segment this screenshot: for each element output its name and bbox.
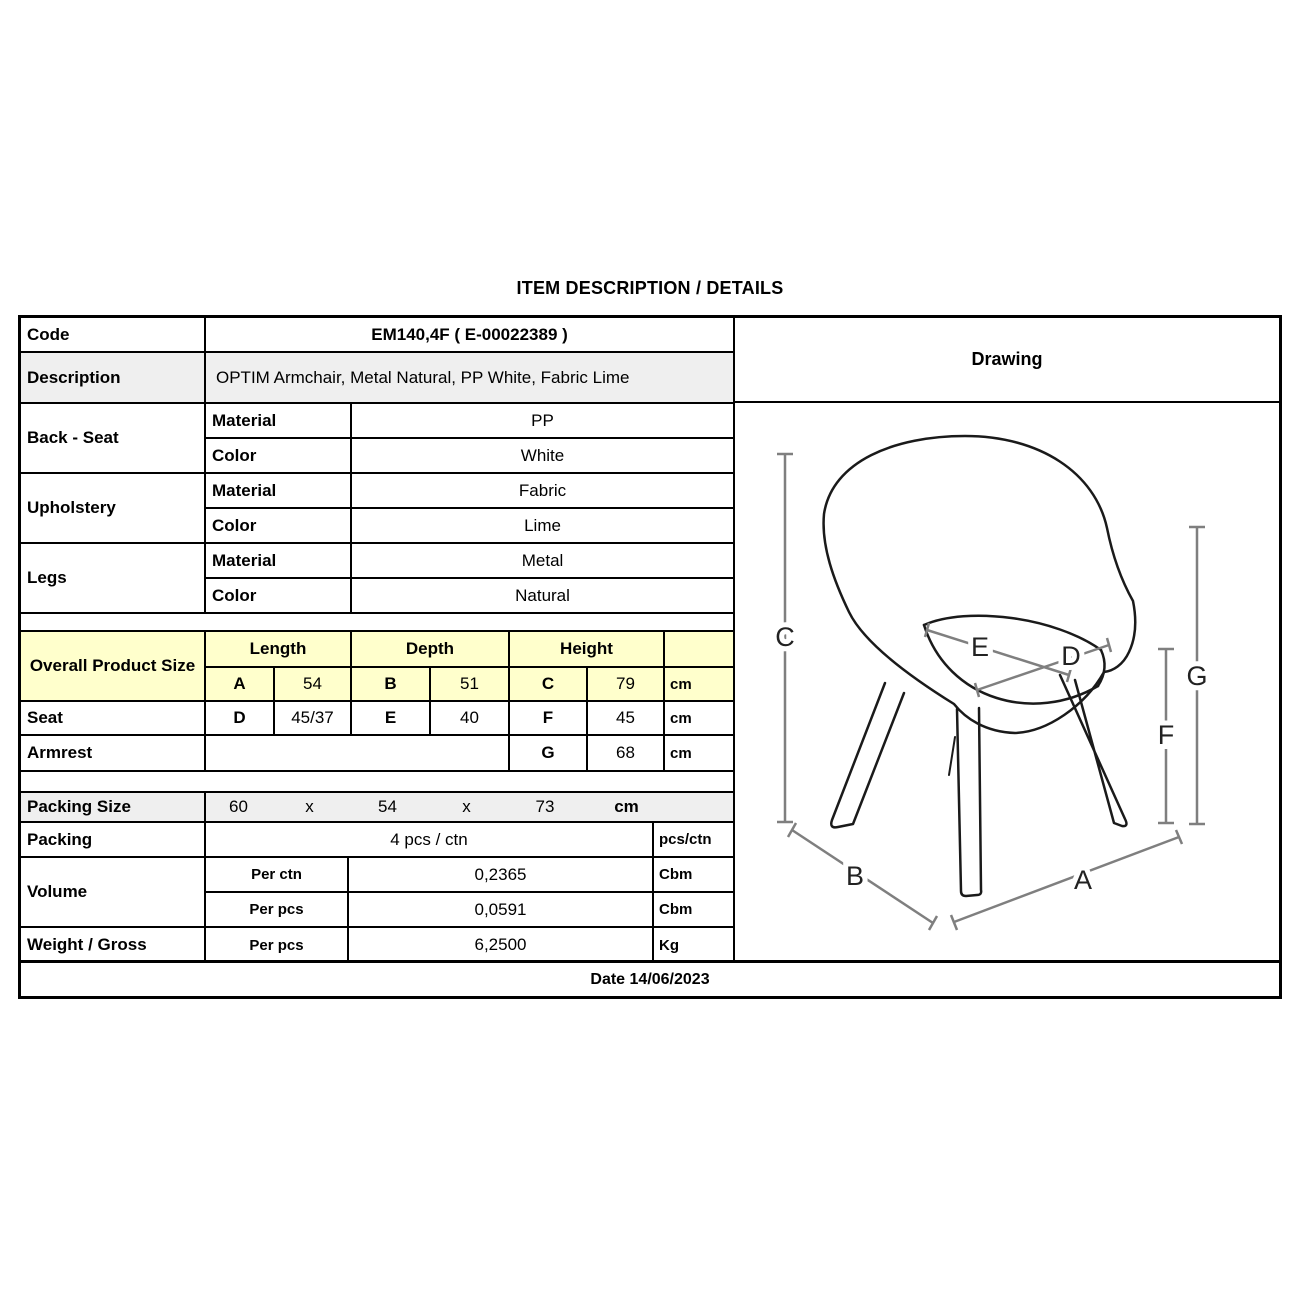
back-seat-label: Back - Seat	[21, 403, 205, 473]
dim-label-d: D	[1061, 641, 1081, 671]
date-row	[21, 960, 1279, 996]
dimension-labels	[775, 622, 1207, 895]
chair-leg-back-right	[1060, 675, 1126, 826]
description-label: Description	[21, 352, 205, 403]
unit-header-empty	[664, 631, 733, 667]
weight-per: Per pcs	[205, 927, 348, 962]
size-header-row	[21, 631, 733, 667]
seat-unit: cm	[664, 701, 733, 735]
armrest-size-row	[21, 735, 733, 771]
item-info-table	[21, 318, 733, 772]
weight-value: 6,2500	[348, 927, 653, 962]
dim-label-e: E	[970, 632, 990, 662]
dim-b-value: 51	[430, 667, 509, 701]
seat-label: Seat	[21, 701, 205, 735]
dim-d-letter: D	[205, 701, 274, 735]
dim-label-g: G	[1186, 661, 1208, 691]
volume-label: Volume	[21, 857, 205, 927]
volume-ctn-row	[21, 857, 733, 892]
armrest-unit: cm	[664, 735, 733, 771]
legs-material-value: Metal	[351, 543, 733, 578]
legs-material-row	[21, 543, 733, 578]
description-value: OPTIM Armchair, Metal Natural, PP White, Fabric Lime	[205, 352, 733, 403]
chair-leg-hidden	[949, 737, 955, 775]
description-row	[21, 352, 733, 403]
dim-g-letter: G	[509, 735, 587, 771]
spacer-row	[21, 613, 733, 631]
packing-row	[21, 822, 733, 857]
volume-pcs-per: Per pcs	[205, 892, 348, 927]
back-seat-material-value: PP	[351, 403, 733, 438]
dim-line-a	[951, 830, 1182, 930]
packing-size-h: 73	[535, 797, 555, 816]
volume-pcs-unit: Cbm	[653, 892, 733, 927]
material-label: Material	[205, 473, 351, 508]
color-label: Color	[205, 578, 351, 613]
volume-pcs-value: 0,0591	[348, 892, 653, 927]
volume-ctn-per: Per ctn	[205, 857, 348, 892]
color-label: Color	[205, 438, 351, 473]
material-label: Material	[205, 543, 351, 578]
packing-table	[21, 772, 733, 962]
armrest-empty	[205, 735, 509, 771]
dim-a-letter: A	[205, 667, 274, 701]
overall-size-label: Overall Product Size	[21, 631, 205, 701]
dim-e-value: 40	[430, 701, 509, 735]
chair-leg-front-left	[831, 683, 904, 827]
dim-b-letter: B	[351, 667, 430, 701]
spec-table	[21, 318, 733, 960]
dim-label-a: A	[1073, 865, 1093, 895]
dim-line-d	[975, 638, 1111, 697]
drawing-area	[735, 403, 1279, 960]
weight-row	[21, 927, 733, 962]
overall-unit: cm	[664, 667, 733, 701]
upholstery-material-row	[21, 473, 733, 508]
packing-unit: pcs/ctn	[653, 822, 733, 857]
chair-outline	[824, 436, 1136, 896]
packing-size-w: 54	[378, 797, 397, 816]
volume-ctn-unit: Cbm	[653, 857, 733, 892]
packing-size-label: Packing Size	[21, 792, 205, 822]
length-header: Length	[205, 631, 351, 667]
drawing-header: Drawing	[735, 318, 1279, 403]
back-seat-color-value: White	[351, 438, 733, 473]
dim-c-value: 79	[587, 667, 664, 701]
legs-color-value: Natural	[351, 578, 733, 613]
packing-value: 4 pcs / ctn	[205, 822, 653, 857]
drawing-panel	[733, 318, 1279, 960]
packing-label: Packing	[21, 822, 205, 857]
upholstery-color-value: Lime	[351, 508, 733, 543]
dim-f-letter: F	[509, 701, 587, 735]
seat-size-row	[21, 701, 733, 735]
date-text: Date 14/06/2023	[590, 970, 710, 988]
legs-label: Legs	[21, 543, 205, 613]
packing-size-x2: x	[462, 797, 471, 816]
depth-header: Depth	[351, 631, 509, 667]
material-label: Material	[205, 403, 351, 438]
height-header: Height	[509, 631, 664, 667]
weight-unit: Kg	[653, 927, 733, 962]
page-title: ITEM DESCRIPTION / DETAILS	[516, 278, 784, 298]
dim-e-letter: E	[351, 701, 430, 735]
color-label: Color	[205, 508, 351, 543]
armrest-label: Armrest	[21, 735, 205, 771]
packing-size-l: 60	[229, 797, 248, 816]
upholstery-label: Upholstery	[21, 473, 205, 543]
code-label: Code	[21, 318, 205, 352]
back-seat-material-row	[21, 403, 733, 438]
code-value: EM140,4F ( E-00022389 )	[205, 318, 733, 352]
packing-size-x1: x	[305, 797, 314, 816]
spacer-row	[21, 772, 733, 792]
dim-label-f: F	[1157, 720, 1175, 750]
chair-leg-front-center	[957, 708, 981, 896]
dim-g-value: 68	[587, 735, 664, 771]
weight-label: Weight / Gross	[21, 927, 205, 962]
volume-ctn-value: 0,2365	[348, 857, 653, 892]
spec-table-frame	[18, 315, 1282, 999]
dim-c-letter: C	[509, 667, 587, 701]
packing-size-unit: cm	[614, 797, 639, 816]
chair-drawing	[735, 403, 1279, 960]
dim-a-value: 54	[274, 667, 351, 701]
packing-size-row	[21, 792, 733, 822]
upholstery-material-value: Fabric	[351, 473, 733, 508]
packing-size-values	[205, 792, 733, 822]
dim-label-b: B	[845, 861, 865, 891]
code-row	[21, 318, 733, 352]
dim-d-value: 45/37	[274, 701, 351, 735]
dim-label-c: C	[775, 622, 795, 652]
dim-line-e	[925, 623, 1071, 682]
dim-f-value: 45	[587, 701, 664, 735]
dimension-lines	[777, 454, 1208, 930]
